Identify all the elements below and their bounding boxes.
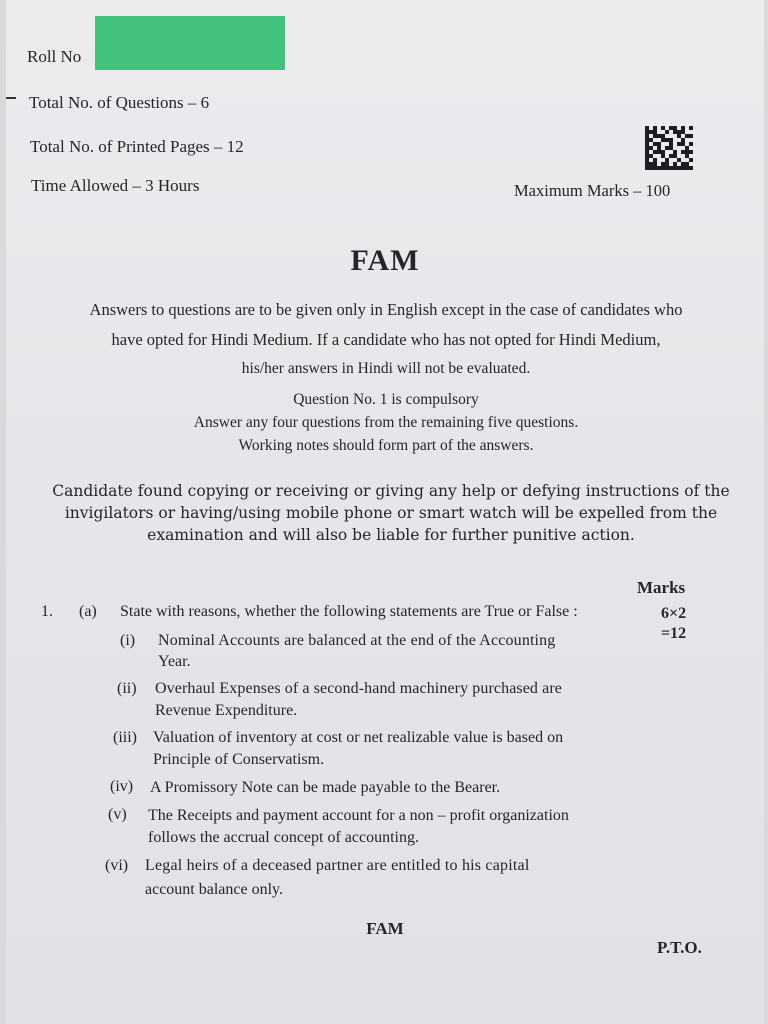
item-text-line-1: Legal heirs of a deceased partner are entitled to his capital <box>145 857 530 874</box>
instruction-line-2: have opted for Hindi Medium. If a candidate who has not opted for Hindi Medium, <box>111 330 661 349</box>
question-stem: State with reasons, whether the following statements are True or False : <box>120 603 578 620</box>
item-text-line-2: account balance only. <box>145 881 284 898</box>
datamatrix-barcode-icon <box>645 126 693 170</box>
item-number: (v) <box>108 806 127 823</box>
question-number: 1. <box>41 603 53 620</box>
item-text-line-1: The Receipts and payment account for a non – profit organization <box>148 807 569 824</box>
item-text-line-2: follows the accrual concept of accounting. <box>148 829 419 846</box>
question-part: (a) <box>79 603 97 620</box>
paper-title: FAM <box>350 244 420 277</box>
item-text-line-1: A Promissory Note can be made payable to the Bearer. <box>150 779 501 796</box>
marks-allocation: 6×2 <box>661 605 687 622</box>
answer-any-note: Answer any four questions from the remaining five questions. <box>193 414 579 431</box>
item-text-line-1: Nominal Accounts are balanced at the end of the Accounting <box>158 632 556 649</box>
item-number: (vi) <box>105 857 129 874</box>
working-notes-note: Working notes should form part of the answers. <box>238 437 534 454</box>
maximum-marks: Maximum Marks – 100 <box>514 181 671 200</box>
item-text-line-1: Valuation of inventory at cost or net realizable value is based on <box>153 729 564 746</box>
time-allowed: Time Allowed – 3 Hours <box>31 176 200 195</box>
instruction-line-3: his/her answers in Hindi will not be evaluated. <box>241 360 531 377</box>
item-text-line-1: Overhaul Expenses of a second-hand machinery purchased are <box>155 680 562 697</box>
marks-header: Marks <box>637 578 686 597</box>
marks-total: =12 <box>661 625 687 642</box>
warning-line-1: Candidate found copying or receiving or giving any help or defying instructions of the <box>52 482 730 500</box>
roll-no-label: Roll No <box>27 47 82 66</box>
warning-line-2: invigilators or having/using mobile phone or smart watch will be expelled from the <box>64 504 718 522</box>
item-text-line-2: Revenue Expenditure. <box>155 702 298 719</box>
item-number: (iv) <box>110 778 134 795</box>
please-turn-over: P.T.O. <box>657 938 702 957</box>
instruction-line-1: Answers to questions are to be given only in English except in the case of candidates who <box>89 300 683 319</box>
item-number: (i) <box>120 632 136 649</box>
total-questions: Total No. of Questions – 6 <box>29 93 210 112</box>
total-printed-pages: Total No. of Printed Pages – 12 <box>30 137 244 156</box>
footer-paper-code: FAM <box>366 919 404 938</box>
warning-line-3: examination and will also be liable for further punitive action. <box>147 526 635 544</box>
compulsory-note: Question No. 1 is compulsory <box>293 391 479 408</box>
item-number: (iii) <box>113 729 137 746</box>
item-number: (ii) <box>117 680 137 697</box>
item-text-line-2: Principle of Conservatism. <box>153 751 325 768</box>
margin-mark <box>6 97 16 99</box>
roll-no-redaction-box <box>95 16 285 70</box>
item-text-line-2: Year. <box>158 653 191 670</box>
exam-paper-page <box>6 0 764 1024</box>
